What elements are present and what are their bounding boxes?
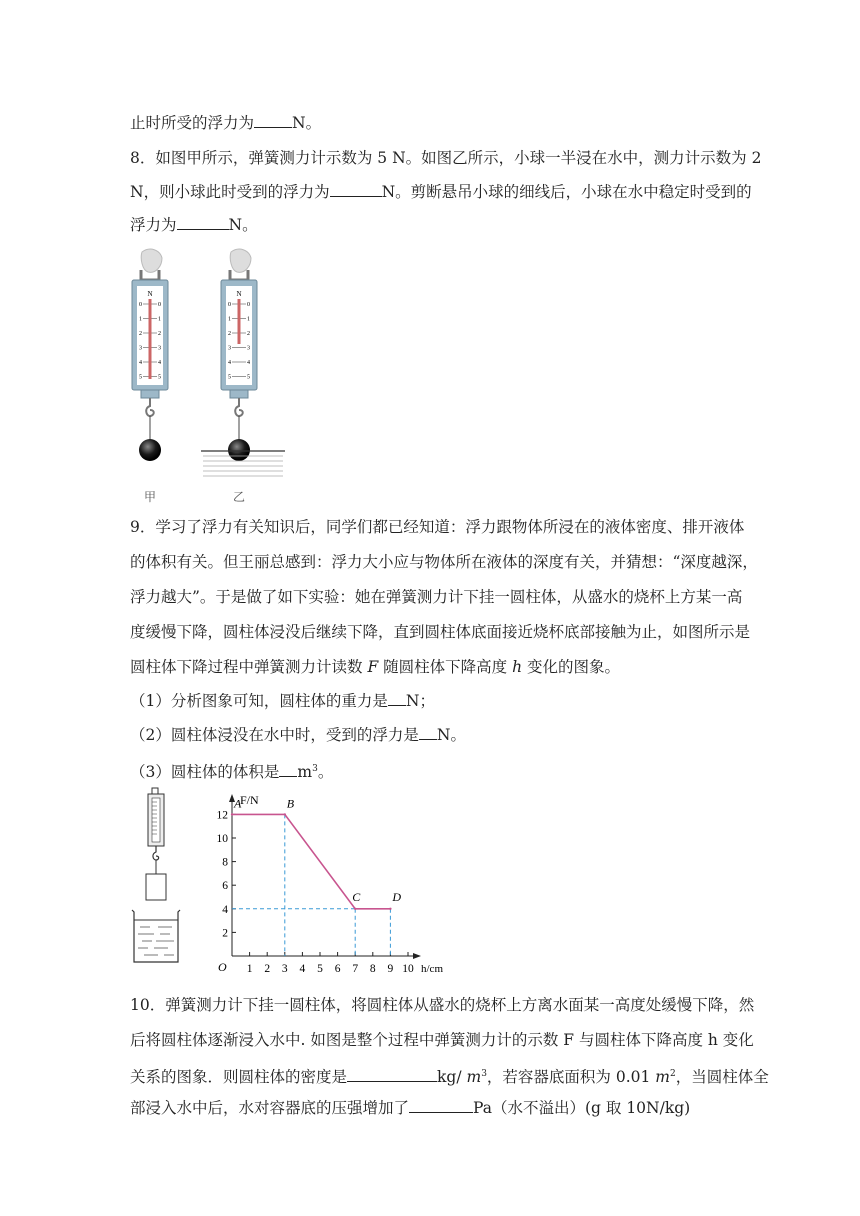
- beaker-icon: [132, 910, 180, 962]
- q10-line-3d: ，当圆柱体全: [675, 1068, 769, 1087]
- x-tick-label: 8: [369, 963, 376, 975]
- scale-tick-label: 3: [228, 345, 231, 352]
- scale-tick-label: 5: [139, 374, 142, 381]
- point-B: [284, 813, 286, 815]
- scale-unit-right: N: [236, 290, 242, 298]
- scale-tick-label: 4: [158, 360, 161, 366]
- q8-line-1: 8．如图甲所示，弹簧测力计示数为 5 N。如图乙所示，小球一半浸在水中，测力计示数为 2: [130, 149, 762, 167]
- scale-tick-label: 3: [247, 345, 250, 352]
- q10-line-3a: 关系的图象．则圆柱体的密度是: [130, 1068, 348, 1087]
- origin-label: O: [218, 960, 227, 974]
- scale-tick-label: 3: [158, 345, 161, 352]
- q10-line-4: [130, 1097, 690, 1119]
- q7-answer-blank[interactable]: [254, 112, 292, 128]
- q9-sub-1a: （1）分析图象可知，圆柱体的重力是: [130, 692, 388, 710]
- q9-force-height-chart: [205, 788, 455, 978]
- point-label-C: C: [352, 889, 361, 904]
- q9-sub-2b: N。: [436, 726, 466, 744]
- q10-line-3: [130, 1063, 769, 1088]
- q9-line-3: 浮力越大”。于是做了如下实验：她在弹簧测力计下挂一圆柱体，从盛水的烧杯上方某一高: [130, 588, 743, 606]
- point-C: [354, 908, 356, 910]
- q8-spring-scale-figure: [120, 244, 310, 506]
- scale-tick-label: 5: [247, 374, 250, 381]
- x-tick-label: 7: [352, 963, 359, 975]
- scale-tick-label: 2: [158, 331, 161, 337]
- scale-tick-label: 1: [158, 316, 161, 323]
- scale-tick-label: 5: [228, 374, 231, 381]
- x-tick-label: 9: [387, 963, 394, 975]
- q9-line-4: 度缓慢下降，圆柱体浸没后继续下降，直到圆柱体底面接近烧杯底部接触为止，如图所示是: [130, 623, 751, 641]
- point-A: [231, 813, 233, 815]
- hand-icon: [141, 249, 162, 272]
- x-tick-label: 10: [402, 963, 414, 975]
- q9-sub-3-sup: 3: [312, 764, 318, 774]
- q7-tail-prefix: 止时所受的浮力为: [130, 114, 255, 132]
- x-tick-label: 3: [281, 963, 288, 975]
- scale-tick-label: 0: [247, 302, 250, 308]
- q10-sup-2: 2: [670, 1069, 676, 1079]
- q9-line-5b: 随圆柱体下降高度: [378, 658, 513, 676]
- q10-line-4a: 部浸入水中后，水对容器底的压强增加了: [130, 1099, 410, 1117]
- x-tick-label: 2: [264, 963, 271, 975]
- scale-unit-left: N: [147, 290, 153, 298]
- q9-line-1: 9．学习了浮力有关知识后，同学们都已经知道：浮力跟物体所浸在的液体密度、排开液体: [130, 518, 745, 536]
- x-tick-label: 6: [334, 963, 341, 975]
- scale-tick-label: 2: [228, 331, 231, 337]
- q9-var-h: h: [512, 658, 523, 676]
- fig-label-jia: 甲: [143, 490, 157, 504]
- q8-line-2: [130, 181, 752, 203]
- fig-label-yi: 乙: [232, 490, 246, 504]
- scale-tick-label: 0: [139, 302, 142, 308]
- q10-blank-1[interactable]: [347, 1066, 437, 1082]
- point-label-A: A: [234, 796, 242, 811]
- ball-right: [228, 439, 250, 461]
- q10-line-2: 后将圆柱体逐渐浸入水中. 如图是整个过程中弹簧测力计的示数 F 与圆柱体下降高度 h 变化: [130, 1031, 754, 1049]
- q9-blank-1[interactable]: [388, 690, 406, 706]
- x-tick-label: 4: [299, 963, 306, 975]
- y-tick-label: 10: [216, 833, 228, 845]
- x-tick-label: 5: [317, 963, 323, 975]
- point-label-B: B: [286, 796, 295, 811]
- scale-tick-label: 1: [228, 316, 231, 323]
- cylinder: [146, 874, 166, 900]
- q8-blank-1[interactable]: [330, 181, 382, 197]
- q8-line-2b: N。剪断悬吊小球的细线后，小球在水中稳定时受到的: [381, 183, 752, 201]
- scale-tick-label: 2: [247, 331, 250, 337]
- scale-tick-label: 4: [139, 360, 142, 366]
- q9-apparatus-figure: [128, 786, 198, 966]
- scale-tick-label: 4: [228, 360, 231, 366]
- scale-tick-label: 0: [158, 302, 161, 308]
- hand-icon: [230, 249, 251, 272]
- x-axis-label: h/cm: [421, 963, 443, 975]
- q10-blank-2[interactable]: [409, 1097, 473, 1113]
- force-line: [232, 814, 390, 908]
- scale-tick-label: 1: [247, 316, 250, 323]
- q10-line-1: 10．弹簧测力计下挂一圆柱体，将圆柱体从盛水的烧杯上方离水面某一高度处缓慢下降，然: [130, 996, 755, 1014]
- y-tick-label: 12: [216, 809, 228, 822]
- x-axis-arrow: [413, 953, 421, 959]
- y-tick-label: 6: [222, 880, 228, 893]
- scale-tick-label: 2: [139, 331, 142, 337]
- q9-line-5: [130, 656, 620, 678]
- scale-tick-label: 0: [228, 302, 231, 308]
- scale-tick-label: 4: [247, 360, 250, 366]
- q10-unit-m2: m: [655, 1068, 670, 1087]
- q7-tail-line: [130, 112, 321, 134]
- q9-sub-3c: 。: [317, 763, 334, 782]
- q9-line-5c: 变化的图象。: [522, 658, 620, 676]
- q10-sup-3: 3: [481, 1069, 487, 1079]
- q9-line-2: 的体积有关。但王丽总感到：浮力大小应与物体所在液体的深度有关，并猜想：“深度越深，: [130, 553, 758, 571]
- q8-blank-2[interactable]: [177, 214, 229, 230]
- q9-sub-3a: （3）圆柱体的体积是: [130, 763, 280, 782]
- y-tick-label: 4: [222, 903, 228, 916]
- q9-blank-2[interactable]: [419, 724, 437, 740]
- scale-left: [132, 249, 168, 461]
- q9-sub-3b: m: [297, 763, 313, 782]
- q8-line-2a: N，则小球此时受到的浮力为: [130, 183, 330, 201]
- q10-line-3c: ，若容器底面积为 0.01: [486, 1068, 656, 1087]
- q8-line-3: [130, 214, 258, 236]
- y-tick-label: 2: [222, 927, 228, 940]
- x-tick-label: 1: [246, 963, 253, 975]
- scale-right: [201, 249, 285, 476]
- q10-line-4b: Pa（水不溢出）(g 取 10N/kg): [473, 1099, 691, 1117]
- q9-sub-1: [130, 690, 435, 712]
- q9-sub-3: [130, 758, 333, 783]
- q9-sub-2: [130, 724, 466, 746]
- q9-sub-2a: （2）圆柱体浸没在水中时，受到的浮力是: [130, 726, 419, 744]
- scale-tick-label: 3: [139, 345, 142, 352]
- scale-tick-label: 1: [139, 316, 142, 323]
- q8-line-3a: 浮力为: [130, 216, 177, 234]
- q9-var-F: F: [367, 658, 379, 676]
- q9-blank-3[interactable]: [279, 761, 297, 777]
- y-tick-label: 8: [222, 856, 228, 869]
- q8-line-3b: N。: [228, 216, 258, 234]
- y-axis-label: F/N: [240, 793, 259, 807]
- q10-line-3b: kg/: [437, 1068, 467, 1087]
- q9-sub-1b: N；: [405, 692, 435, 710]
- point-D: [389, 908, 391, 910]
- ball-left: [139, 439, 161, 461]
- q10-unit-m: m: [466, 1068, 482, 1087]
- scale-tick-label: 5: [158, 374, 161, 381]
- q9-line-5a: 圆柱体下降过程中弹簧测力计读数: [130, 658, 368, 676]
- q7-tail-suffix: N。: [292, 114, 322, 132]
- point-label-D: D: [392, 889, 402, 904]
